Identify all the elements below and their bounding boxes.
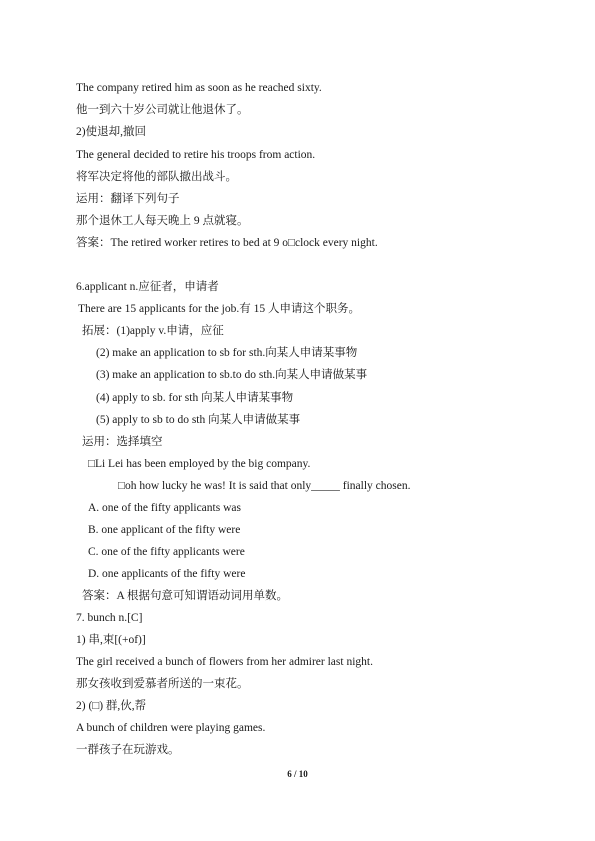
extension-item: (4) apply to sb. for sth 向某人申请某事物 [96, 392, 294, 404]
answer-option-b: B. one applicant of the fifty were [88, 524, 241, 536]
answer-line: 答案：The retired worker retires to bed at 9 o□clock every night. [76, 237, 378, 249]
extension-item: (5) apply to sb to do sth 向某人申请做某事 [96, 414, 301, 426]
extension-heading: 拓展：(1)apply v.申请，应征 [82, 325, 224, 337]
exercise-dialogue-line: □Li Lei has been employed by the big company. [88, 458, 311, 470]
exercise-heading: 运用：翻译下列句子 [76, 193, 180, 205]
example-sentence-zh: 那女孩收到爱慕者所送的一束花。 [76, 678, 249, 690]
exercise-question: 那个退休工人每天晚上 9 点就寝。 [76, 215, 249, 227]
definition-heading: 2)使退却,撤回 [76, 126, 146, 138]
example-sentence-zh: 一群孩子在玩游戏。 [76, 744, 180, 756]
example-sentence-en: The company retired him as soon as he reached sixty. [76, 82, 322, 94]
definition-heading: 1) 串,束[(+of)] [76, 634, 146, 646]
vocab-entry-heading: 6.applicant n.应征者，申请者 [76, 281, 219, 293]
answer-option-c: C. one of the fifty applicants were [88, 546, 245, 558]
vocab-entry-heading: 7. bunch n.[C] [76, 612, 143, 624]
page-number: 6 / 10 [287, 769, 308, 779]
definition-heading: 2) (□) 群,伙,帮 [76, 700, 147, 712]
example-sentence-zh: 将军决定将他的部队撤出战斗。 [76, 171, 237, 183]
example-sentence-en: The general decided to retire his troops from action. [76, 149, 316, 161]
exercise-heading: 运用：选择填空 [82, 436, 163, 448]
answer-option-a: A. one of the fifty applicants was [88, 502, 241, 514]
example-sentence-en: A bunch of children were playing games. [76, 722, 266, 734]
example-sentence-zh: 他一到六十岁公司就让他退休了。 [76, 104, 249, 116]
answer-option-d: D. one applicants of the fifty were [88, 568, 246, 580]
answer-line: 答案：A 根据句意可知谓语动词用单数。 [82, 590, 289, 602]
exercise-dialogue-line: □oh how lucky he was! It is said that only_____ finally chosen. [118, 480, 411, 492]
extension-item: (2) make an application to sb for sth.向某人申请某事物 [96, 347, 358, 359]
extension-item: (3) make an application to sb.to do sth.向某人申请做某事 [96, 369, 368, 381]
example-sentence: There are 15 applicants for the job.有 15 人申请这个职务。 [78, 303, 361, 315]
example-sentence-en: The girl received a bunch of flowers from her admirer last night. [76, 656, 373, 668]
